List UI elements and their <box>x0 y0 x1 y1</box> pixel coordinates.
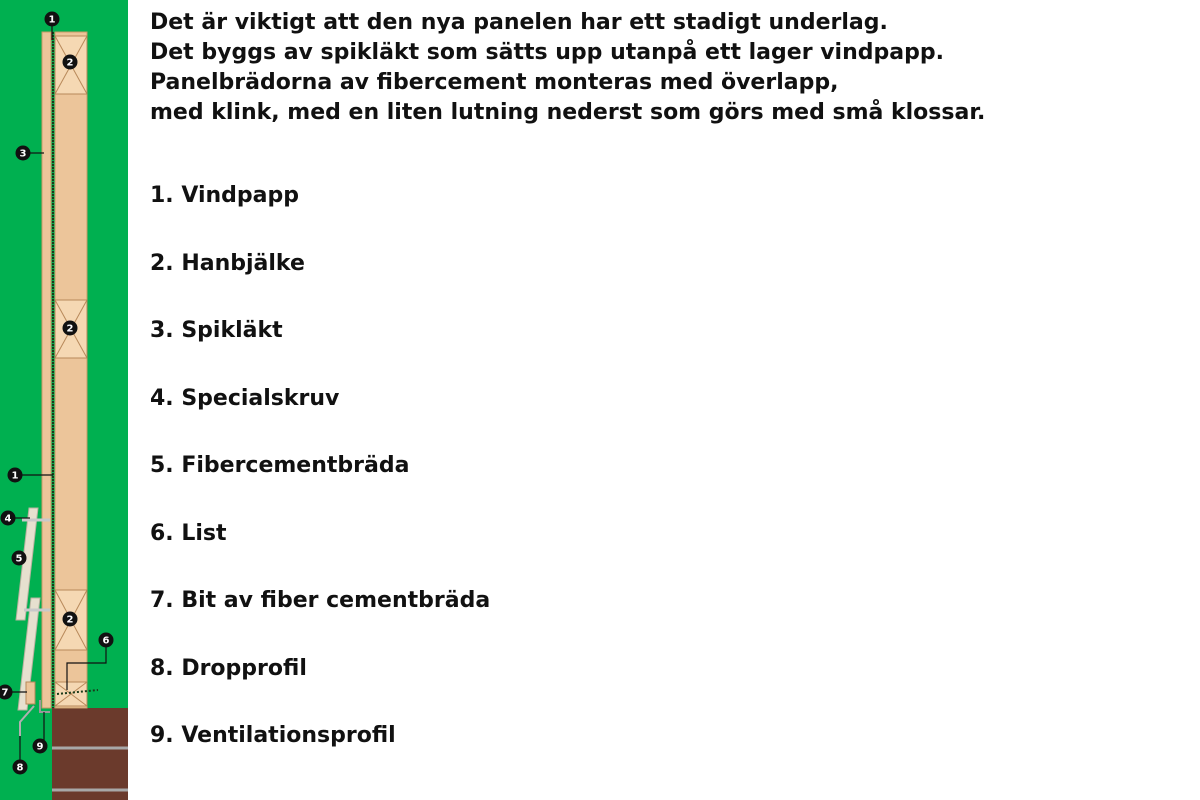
svg-text:1: 1 <box>11 470 19 482</box>
legend-item-fibercementbrada: 5. Fibercementbräda <box>150 453 410 478</box>
callout-5 <box>12 551 27 566</box>
foundation <box>52 708 128 800</box>
legend-item-ventilationsprofil: 9. Ventilationsprofil <box>150 723 396 748</box>
intro-line-4: med klink, med en liten lutning nederst som görs med små klossar. <box>150 100 986 125</box>
intro-line-1: Det är viktigt att den nya panelen har ett stadigt underlag. <box>150 10 888 35</box>
svg-text:3: 3 <box>19 148 27 160</box>
batten <box>42 32 51 708</box>
legend-item-spiklakt: 3. Spikläkt <box>150 318 283 343</box>
legend-item-vindpapp: 1. Vindpapp <box>150 183 300 208</box>
callout-4 <box>1 511 16 526</box>
svg-text:7: 7 <box>1 687 9 699</box>
fiber-board-piece <box>26 682 35 704</box>
sill-block <box>55 682 87 706</box>
callout-3 <box>16 146 31 161</box>
callout-2-middle <box>63 321 78 336</box>
wall-section-diagram <box>0 0 128 800</box>
svg-text:5: 5 <box>15 553 23 565</box>
legend-item-bit-av-fiber-cementbrada: 7. Bit av fiber cementbräda <box>150 588 491 613</box>
callout-2-bottom <box>63 612 78 627</box>
svg-text:4: 4 <box>4 513 12 525</box>
legend-item-hanbjalke: 2. Hanbjälke <box>150 250 305 276</box>
callout-8 <box>13 760 28 775</box>
svg-text:8: 8 <box>16 762 24 774</box>
callout-2-top <box>63 55 78 70</box>
legend-list <box>150 178 490 786</box>
callout-1-lower <box>8 468 23 483</box>
svg-text:6: 6 <box>102 635 110 647</box>
svg-text:1: 1 <box>48 14 56 26</box>
callout-1-top <box>45 12 60 27</box>
intro-line-2: Det byggs av spikläkt som sätts upp utanpå ett lager vindpapp. <box>150 40 944 65</box>
callout-6 <box>99 633 114 648</box>
svg-text:2: 2 <box>66 614 74 626</box>
legend-item-dropprofil: 8. Dropprofil <box>150 655 307 681</box>
callout-9 <box>33 739 48 754</box>
legend-item-specialskruv: 4. Specialskruv <box>150 385 340 411</box>
svg-text:9: 9 <box>36 741 44 753</box>
svg-text:2: 2 <box>66 57 74 69</box>
svg-text:2: 2 <box>66 323 74 335</box>
text-panel <box>150 8 1190 748</box>
legend-item-list: 6. List <box>150 520 227 546</box>
intro-line-3: Panelbrädorna av fibercement monteras med överlapp, <box>150 70 839 95</box>
